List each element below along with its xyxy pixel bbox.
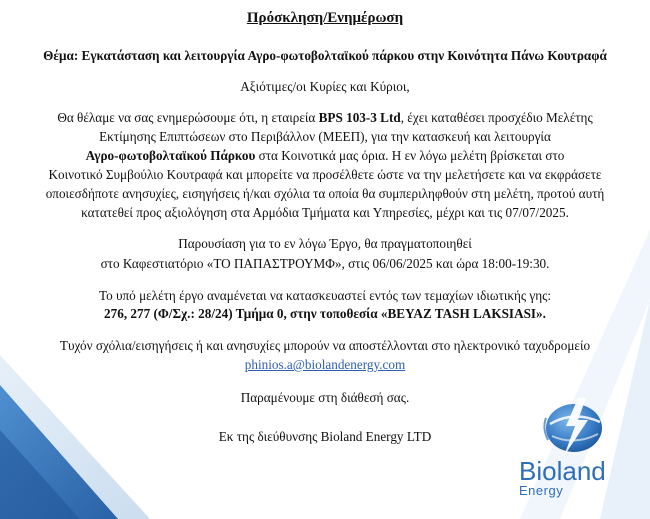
para1-line5: οποιεσδήποτε ανησυχίες, εισηγήσεις ή/και σχόλια τα οποία θα συμπεριληφθούν στη μελέτη, προτού αυτή: [45, 186, 605, 201]
project-name: Αγρο-φωτοβολταϊκού Πάρκου: [85, 148, 256, 163]
para1-line4: Κοινοτικό Συμβούλιο Κουτραφά και μπορείτε να προσέλθετε ώστε να την μελετήσετε και να εκφράσετε: [48, 167, 602, 182]
para1-line3: [0, 148, 650, 164]
para4-line1: Τυχόν σχόλια/εισηγήσεις ή και ανησυχίες μπορούν να αποστέλλονται στο ηλεκτρονικό ταχυδρομείο: [59, 338, 591, 353]
para1-line2: Εκτίμησης Επιπτώσεων στο Περιβάλλον (ΜΕΕΠ), για την κατασκευή και λειτουργία: [99, 129, 551, 144]
company-name: BPS 103-3 Ltd: [318, 110, 401, 125]
land-parcels: 276, 277 (Φ/Σχ.: 28/24) Τμήμα 0, στην τοποθεσία «BEYAZ TASH LAKSIASI».: [104, 306, 546, 321]
para1-text: Θα θέλαμε να σας ενημερώσουμε ότι, η εταιρεία: [57, 110, 319, 125]
para1-line1: [0, 110, 650, 126]
para3-line1: Το υπό μελέτη έργο αναμένεται να κατασκευαστεί εντός των τεμαχίων ιδιωτικής γης:: [98, 288, 552, 303]
logo-subtitle: Energy: [519, 483, 564, 498]
greeting: Αξιότιμες/οι Κυρίες και Κύριοι,: [240, 79, 410, 94]
email-line: [0, 357, 650, 373]
closing-line: Παραμένουμε στη διάθεσή σας.: [240, 390, 410, 405]
page-title: Πρόσκληση/Ενημέρωση: [246, 10, 404, 26]
email-link[interactable]: phinios.a@biolandenergy.com: [244, 357, 406, 372]
para1-line6: κατατεθεί προς αξιολόγηση στα Αρμόδια Τμήματα και Υπηρεσίες, μέχρι και τις 07/07/2025.: [81, 205, 569, 220]
logo-wordmark: Bioland: [519, 456, 606, 486]
para2-line1: Παρουσίαση για το εν λόγω Έργο, θα πραγματοποιηθεί: [178, 236, 472, 251]
para1-text: , έχει καταθέσει προσχέδιο Μελέτης: [400, 110, 593, 125]
signature-line: Εκ της διεύθυνσης Bioland Energy LTD: [218, 429, 432, 444]
para1-text: στα Κοινοτικά μας όρια. Η εν λόγω μελέτη βρίσκεται στο: [255, 148, 565, 163]
subject-line: Θέμα: Εγκατάσταση και λειτουργία Αγρο-φωτοβολταϊκού πάρκου στην Κοινότητα Πάνω Κουτραφά: [43, 48, 607, 63]
para2-line2: στο Καφεστιατόριο «ΤΟ ΠΑΠΑΣΤΡΟΥΜΦ», στις 06/06/2025 και ώρα 18:00-19:30.: [100, 256, 550, 271]
